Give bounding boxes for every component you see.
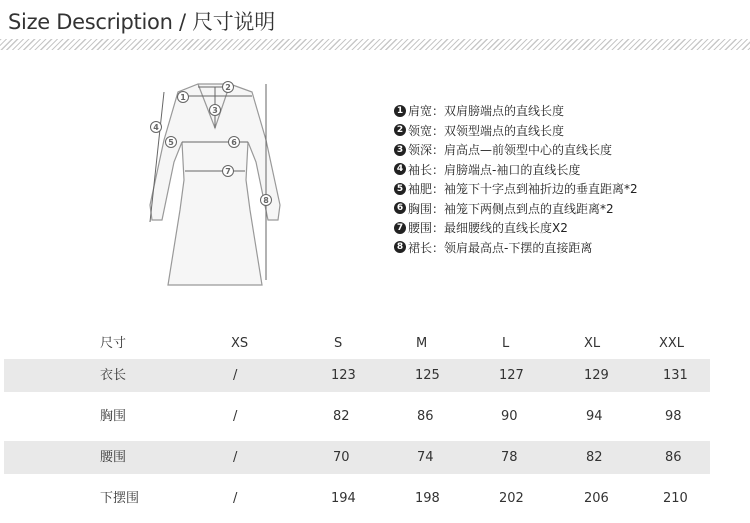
legend-text: 领宽：双领型端点的直线长度 <box>408 123 565 138</box>
table-cell: / <box>233 450 238 465</box>
table-cell: 94 <box>586 409 603 424</box>
number-badge-icon: 1 <box>394 105 406 117</box>
table-cell: 194 <box>331 491 356 506</box>
svg-text:3: 3 <box>212 106 218 115</box>
column-header: XL <box>584 336 601 351</box>
diagram-marker-6 <box>229 137 240 148</box>
table-cell: 210 <box>663 491 688 506</box>
row-label: 下摆围 <box>100 491 140 506</box>
svg-text:4: 4 <box>153 123 159 132</box>
legend-text: 腰围：最细腰线的直线长度X2 <box>408 221 568 236</box>
table-header-row <box>4 332 710 356</box>
legend-text: 领深：肩高点—前领型中心的直线长度 <box>408 143 613 158</box>
dress-diagram <box>140 70 290 295</box>
svg-text:2: 2 <box>225 83 231 92</box>
page-title: Size Description / 尺寸说明 <box>8 10 275 34</box>
size-table <box>4 332 710 523</box>
header-divider <box>0 39 750 50</box>
legend-item-neck-depth <box>394 140 638 160</box>
legend-item-neck-width <box>394 121 638 141</box>
column-header: L <box>502 336 510 351</box>
number-badge-icon: 6 <box>394 202 406 214</box>
legend-text: 袖长：肩膀端点-袖口的直线长度 <box>408 162 581 177</box>
column-header: 尺寸 <box>100 336 127 351</box>
legend-text: 袖肥：袖笼下十字点到袖折边的垂直距离*2 <box>408 182 638 197</box>
number-badge-icon: 2 <box>394 124 406 136</box>
table-row <box>4 400 710 433</box>
column-header: S <box>334 336 343 351</box>
svg-text:8: 8 <box>263 196 269 205</box>
table-cell: 78 <box>501 450 518 465</box>
table-cell: 125 <box>415 368 440 383</box>
legend-item-bust <box>394 199 638 219</box>
diagram-marker-7 <box>223 166 234 177</box>
number-badge-icon: 5 <box>394 183 406 195</box>
legend-text: 裙长：领肩最高点-下摆的直接距离 <box>408 240 593 255</box>
diagram-marker-2 <box>223 82 234 93</box>
column-header: XS <box>231 336 249 351</box>
table-cell: 206 <box>584 491 609 506</box>
table-cell: 98 <box>665 409 682 424</box>
number-badge-icon: 3 <box>394 144 406 156</box>
legend-item-waist <box>394 218 638 238</box>
svg-text:5: 5 <box>168 138 174 147</box>
table-cell: 123 <box>331 368 356 383</box>
legend-item-dress-length <box>394 238 638 258</box>
row-label: 衣长 <box>100 368 127 383</box>
table-cell: / <box>233 368 238 383</box>
table-row <box>4 359 710 392</box>
measurement-legend <box>394 101 638 257</box>
table-row <box>4 482 710 515</box>
column-header: M <box>416 336 428 351</box>
table-cell: 127 <box>499 368 524 383</box>
table-cell: 82 <box>586 450 603 465</box>
number-badge-icon: 4 <box>394 163 406 175</box>
diagram-marker-8 <box>261 195 272 206</box>
table-cell: 202 <box>499 491 524 506</box>
svg-text:6: 6 <box>231 138 237 147</box>
diagram-marker-1 <box>178 92 189 103</box>
diagram-marker-4 <box>151 122 162 133</box>
table-cell: 131 <box>663 368 688 383</box>
row-label: 腰围 <box>100 450 127 465</box>
legend-item-shoulder-width <box>394 101 638 121</box>
table-cell: 86 <box>417 409 434 424</box>
table-cell: 86 <box>665 450 682 465</box>
table-cell: / <box>233 491 238 506</box>
diagram-marker-3 <box>210 105 221 116</box>
table-row <box>4 441 710 474</box>
table-cell: 82 <box>333 409 350 424</box>
table-cell: / <box>233 409 238 424</box>
diagram-marker-5 <box>166 137 177 148</box>
table-cell: 90 <box>501 409 518 424</box>
legend-text: 胸围：袖笼下两侧点到点的直线距离*2 <box>408 201 614 216</box>
table-cell: 70 <box>333 450 350 465</box>
table-cell: 129 <box>584 368 609 383</box>
svg-text:1: 1 <box>180 93 186 102</box>
legend-item-sleeve-length <box>394 160 638 180</box>
column-header: XXL <box>659 336 685 351</box>
number-badge-icon: 8 <box>394 241 406 253</box>
number-badge-icon: 7 <box>394 222 406 234</box>
row-label: 胸围 <box>100 409 127 424</box>
svg-text:7: 7 <box>225 167 231 176</box>
table-cell: 198 <box>415 491 440 506</box>
legend-text: 肩宽：双肩膀端点的直线长度 <box>408 104 565 119</box>
legend-item-sleeve-width <box>394 179 638 199</box>
table-cell: 74 <box>417 450 434 465</box>
